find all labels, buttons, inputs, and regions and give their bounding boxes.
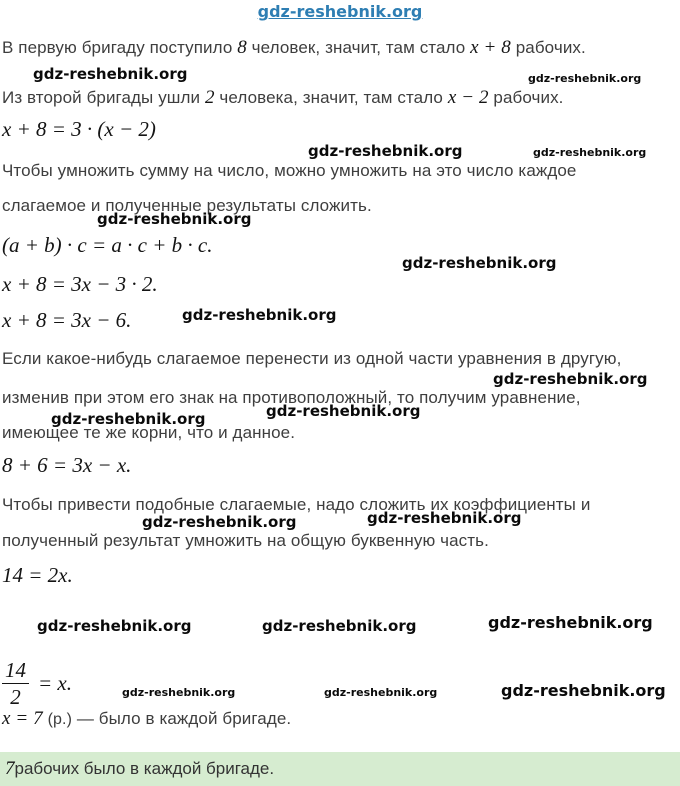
paragraph-5-line-1: Чтобы привести подобные слагаемые, надо сложить их коэффициенты и xyxy=(2,495,591,514)
fraction-denominator: 2 xyxy=(10,685,21,710)
text-segment: — было в каждой бригаде. xyxy=(76,709,292,728)
watermark: gdz-reshebnik.org xyxy=(262,617,417,635)
equation-1: x + 8 = 3 · (x − 2) xyxy=(2,117,156,141)
paragraph-3-line-2: слагаемое и полученные результаты сложить. xyxy=(2,196,372,215)
math-segment: 8 xyxy=(237,37,247,58)
watermark: gdz-reshebnik.org xyxy=(402,254,557,272)
equation-2: (a + b) · c = a · c + b · c. xyxy=(2,233,213,257)
equation-3: x + 8 = 3x − 3 · 2. xyxy=(2,272,158,296)
answer-number: 7 xyxy=(5,758,15,779)
watermark: gdz-reshebnik.org xyxy=(367,509,522,527)
text-segment: человека, значит, там стало xyxy=(214,88,448,107)
equation-6: 14 = 2x. xyxy=(2,563,73,587)
equation-fraction xyxy=(2,659,72,708)
watermark: gdz-reshebnik.org xyxy=(33,65,188,83)
math-segment: x − 2 xyxy=(447,87,489,108)
answer-text: рабочих было в каждой бригаде. xyxy=(14,759,275,778)
watermark: gdz-reshebnik.org xyxy=(324,686,438,699)
text-segment: человек, значит, там стало xyxy=(246,38,471,57)
watermark: gdz-reshebnik.org xyxy=(97,210,252,228)
watermark: gdz-reshebnik.org xyxy=(51,410,206,428)
fraction-numerator: 14 xyxy=(2,659,29,684)
watermark: gdz-reshebnik.org xyxy=(266,402,421,420)
paragraph-4-line-2: изменив при этом его знак на противоположный, то получим уравнение, xyxy=(2,388,581,407)
watermark: gdz-reshebnik.org xyxy=(533,146,647,159)
watermark: gdz-reshebnik.org xyxy=(182,306,337,324)
watermark: gdz-reshebnik.org xyxy=(37,617,192,635)
paragraph-4-line-1: Если какое-нибудь слагаемое перенести из одной части уравнения в другую, xyxy=(2,349,622,368)
paragraph-3-line-1: Чтобы умножить сумму на число, можно умножить на это число каждое xyxy=(2,161,577,180)
unit-segment: (р.) xyxy=(47,711,72,728)
text-segment: рабочих. xyxy=(488,88,564,107)
site-link[interactable]: gdz-reshebnik.org xyxy=(257,2,423,21)
fraction-rhs: = x. xyxy=(38,671,72,696)
equation-4: x + 8 = 3x − 6. xyxy=(2,308,132,332)
text-segment: рабочих. xyxy=(510,38,586,57)
final-result-line xyxy=(2,708,291,730)
watermark: gdz-reshebnik.org xyxy=(308,142,463,160)
math-segment: x = 7 xyxy=(2,708,43,729)
math-segment: 2 xyxy=(204,87,215,108)
watermark: gdz-reshebnik.org xyxy=(488,613,653,632)
watermark: gdz-reshebnik.org xyxy=(493,370,648,388)
watermark: gdz-reshebnik.org xyxy=(528,72,642,85)
equation-5: 8 + 6 = 3x − x. xyxy=(2,453,132,477)
paragraph-4-line-3: имеющее те же корни, что и данное. xyxy=(2,423,296,442)
text-segment: Из второй бригады ушли xyxy=(2,88,205,107)
answer-highlight xyxy=(0,752,680,786)
watermark: gdz-reshebnik.org xyxy=(501,681,666,700)
fraction xyxy=(2,659,29,708)
watermark: gdz-reshebnik.org xyxy=(142,513,297,531)
math-segment: x + 8 xyxy=(470,37,511,58)
paragraph-2 xyxy=(2,87,564,109)
text-segment: В первую бригаду поступило xyxy=(2,38,238,57)
watermark: gdz-reshebnik.org xyxy=(122,686,236,699)
paragraph-1 xyxy=(2,37,586,59)
paragraph-5-line-2: полученный результат умножить на общую буквенную часть. xyxy=(2,531,489,550)
